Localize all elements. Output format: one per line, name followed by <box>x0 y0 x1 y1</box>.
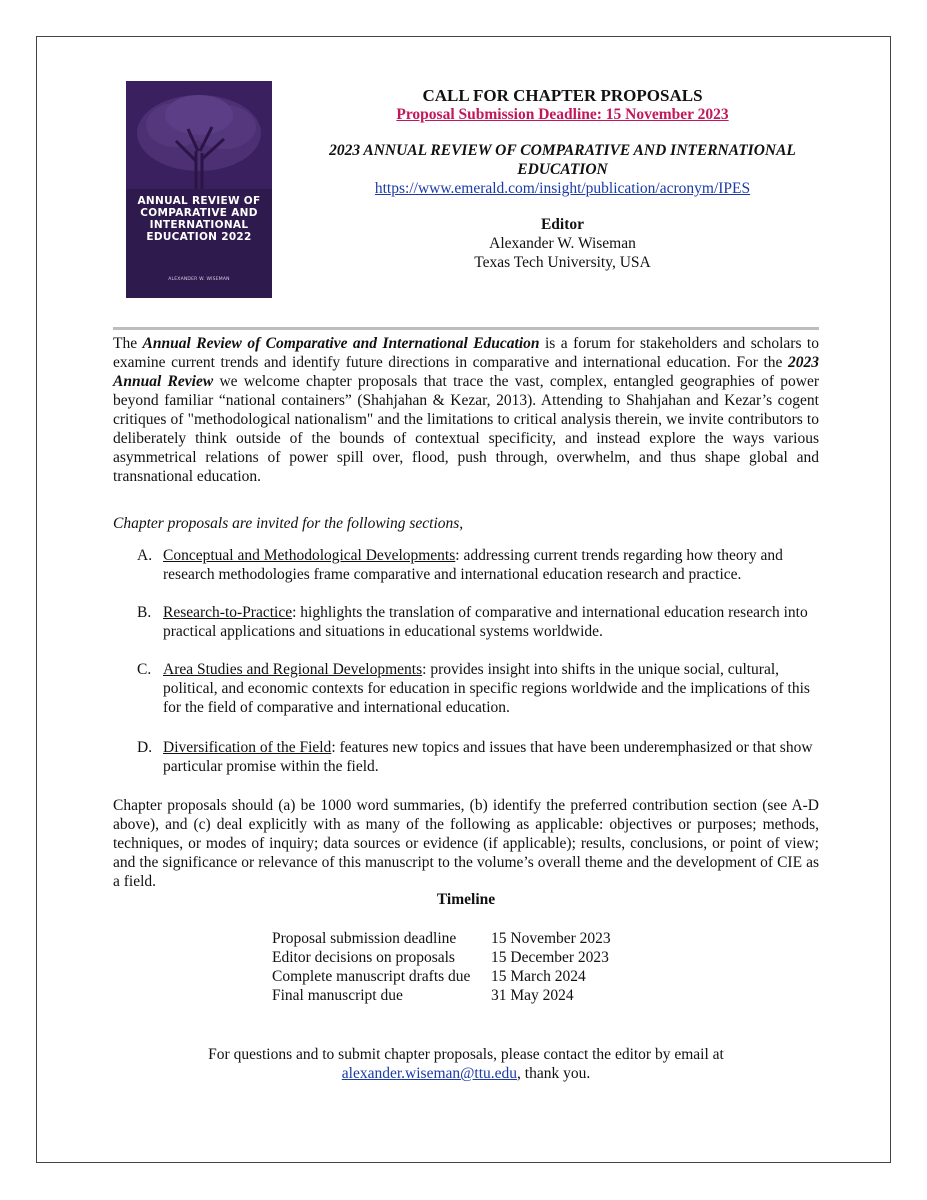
section-title: Conceptual and Methodological Developments <box>163 547 456 564</box>
horizontal-divider <box>113 327 819 330</box>
editor-name: Alexander W. Wiseman <box>489 235 636 252</box>
header-block <box>290 86 835 272</box>
contact-block: For questions and to submit chapter proposals, please contact the editor by email at alexander.wiseman@ttu.edu, thank you. <box>208 1046 724 1082</box>
publication-link[interactable]: https://www.emerald.com/insight/publication/acronym/IPES <box>374 180 751 197</box>
list-item: C. Area Studies and Regional Developments: provides insight into shifts in the unique social, cultural, political, and economic contexts for education in specific regions worldwide and the implications of this for the field of comparative and international education. <box>137 661 810 716</box>
series-title: 2023 ANNUAL REVIEW OF COMPARATIVE AND INTERNATIONAL EDUCATION <box>329 142 796 178</box>
timeline-row: Final manuscript due 31 May 2024 <box>272 987 574 1004</box>
page-title: CALL FOR CHAPTER PROPOSALS <box>422 86 703 105</box>
timeline-row: Editor decisions on proposals 15 December 2023 <box>272 949 609 966</box>
book-cover-image <box>126 81 272 298</box>
intro-paragraph: The Annual Review of Comparative and International Education is a forum for stakeholders and scholars to examine current trends and identify future directions in comparative and international education. For the 2023 Annual Review we welcome chapter proposals that trace the vast, complex, entangled geographies of power beyond familiar “national containers” (Shahjahan & Kezar, 2013). Attending to Shahjahan and Kezar’s cogent critiques of "methodological nationalism" and the limitations to critical analysis therein, we invite contributors to deliberately think outside of the bounds of contextual specificity, and instead explore the ways various asymmetrical relations of power spill over, flood, push through, overwhelm, and thus shape global and transnational education. <box>113 335 819 485</box>
editor-label: Editor <box>540 216 585 233</box>
list-item: A. Conceptual and Methodological Developments: addressing current trends regarding how theory and research methodologies frame comparative and international education research and practice. <box>137 547 783 583</box>
editor-affiliation: Texas Tech University, USA <box>474 254 651 271</box>
timeline-heading: Timeline <box>436 891 496 908</box>
section-title: Diversification of the Field <box>163 739 332 756</box>
list-item: D. Diversification of the Field: features new topics and issues that have been underemphasized or that show particular promise within the field. <box>137 739 813 775</box>
section-title: Area Studies and Regional Developments <box>163 661 423 678</box>
cover-title: ANNUAL REVIEW OF COMPARATIVE AND INTERNATIONAL EDUCATION 2022 <box>137 195 261 243</box>
tree-illustration <box>126 81 272 298</box>
cover-editor: ALEXANDER W. WISEMAN <box>168 277 230 282</box>
deadline-text: Proposal Submission Deadline: 15 November 2023 <box>396 106 729 123</box>
timeline-table <box>272 929 611 1005</box>
list-item: B. Research-to-Practice: highlights the translation of comparative and international education research into practical applications and situations in educational systems worldwide. <box>137 604 808 640</box>
sections-lead: Chapter proposals are invited for the following sections, <box>113 515 464 532</box>
timeline-row: Proposal submission deadline 15 November 2023 <box>272 930 611 947</box>
section-title: Research-to-Practice <box>163 604 293 621</box>
email-link[interactable]: alexander.wiseman@ttu.edu <box>341 1065 518 1082</box>
timeline-row: Complete manuscript drafts due 15 March 2024 <box>272 968 586 985</box>
closing-paragraph: Chapter proposals should (a) be 1000 word summaries, (b) identify the preferred contribution section (see A-D above), and (c) deal explicitly with as many of the following as applicable: objectives or purposes; methods, techniques, or modes of inquiry; data sources or evidence (if applicable); results, conclusions, or point of view; and the significance or relevance of this manuscript to the volume’s overall theme and the development of CIE as a field. <box>113 797 819 890</box>
